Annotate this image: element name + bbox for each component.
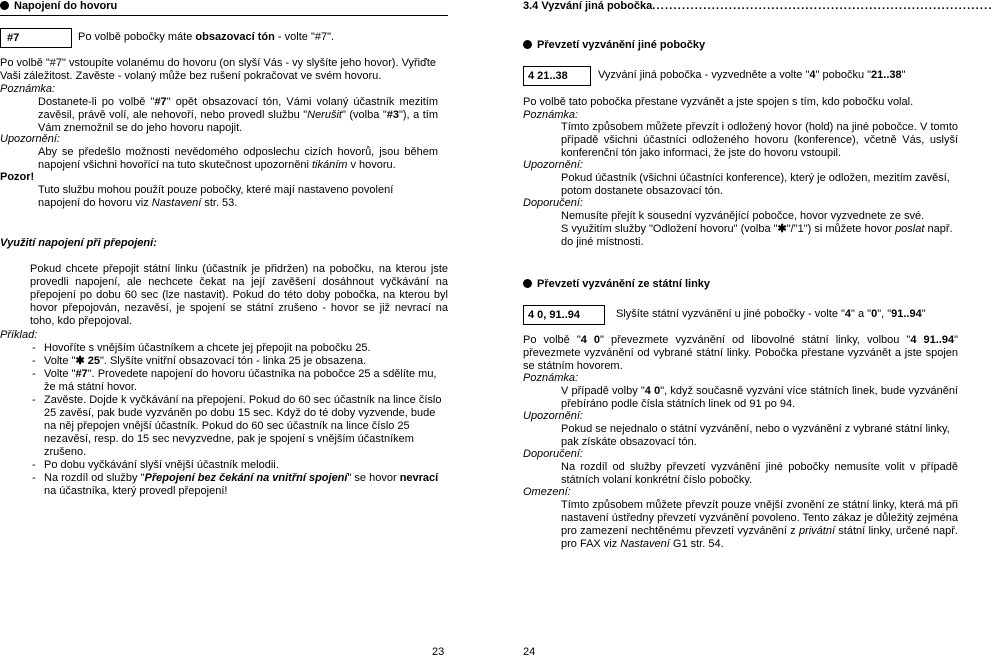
note-text: Tímto způsobem můžete převzít i odložený hovor (hold) na jiné pobočce. V tomto případě všichni účastníci odloženého hovoru (konference), včetně Vás, uslyší konferenční tón jako informaci, že jste do hovoru vstoupil. [561,121,958,159]
example-list [30,342,448,498]
recommendation-label: Doporučení: [523,448,583,460]
code-value: #7 [7,32,20,44]
caution-label: Pozor! [0,171,35,183]
header-rule [0,15,448,16]
recommendation-text: Na rozdíl od služby převzetí vyzvánění jiné pobočky nemusíte volit v případě státních volaní konkrétní číslo pobočky. [561,461,958,486]
pickup-paragraph: Po volbě tato pobočka přestane vyzvánět a jste spojen s tím, kdo pobočku volal. [523,96,914,108]
page-number-left: 23 [432,646,445,658]
transfer-paragraph: Pokud chcete přepojit státní linku (účastník je přidržen) na pobočku, na kterou jste provedli napojení, ale nechcete čekat na její zavěšení dosáhnout vyčkávání na přepojení po dobu 60 sec (lze nastavit). Pokud do této doby pobočka, na kterou byl hovor přepojován, nezavěsí, je spojení se státní zrušeno - hovor se již nevrací na toho, kdo přepojoval. [30,263,448,327]
subsection-title: Využití napojení při přepojení: [0,237,157,249]
note-text: Dostanete-li po volbě "#7" opět obsazovací tón, Vámi volaný účastník mezitím zavěsil, právě volí, ale nehovoří, nebo provedl službu "Nerušit" (volba "#3"), a tím Vám znemožnil se do jeho hovoru napojit. [38,96,438,134]
code-value: 4 0, 91..94 [528,309,580,321]
list-item: - Na rozdíl od služby "Přepojení bez čekání na vnitřní spojení" se hovor nevrací na účastníka, který provedl přepojení! [30,472,448,498]
recommendation-text-2: S využitím služby "Odložení hovoru" (volba "✱"/"1") si můžete hovor poslat např. do jiné místnosti. [561,223,953,248]
note-label: Poznámka: [523,109,579,121]
warning-text: Pokud se nejednalo o státní vyzvánění, nebo o vyzvánění z vybrané státní linky, pak získáte obsazovací tón. [561,423,950,448]
warning-label: Upozornění: [523,410,583,422]
page-number-right: 24 [523,646,536,658]
code-desc: Slyšíte státní vyzvánění u jiné pobočky - volte "4" a "0", "91..94" [616,308,926,320]
bullet-icon [523,40,532,49]
limitation-text: Tímto způsobem můžete převzít pouze vnější zvonění ze státní linky, která má při nastavení ústředny převzetí vyzvánění povoleno. Tento zákaz je důležitý zejména pro zamezení nechtěnému převzetí vyzvánění z privátní státní linky, určené např. pro FAX viz Nastavení G1 str. 54. [561,499,958,550]
note-label: Poznámka: [0,83,56,95]
caution-text: Tuto službu mohou použít pouze pobočky, které mají nastaveno povolení napojení do hovoru viz Nastavení str. 53. [38,184,394,209]
list-item: - Po dobu vyčkávání slyší vnější účastník melodii. [30,459,448,472]
code-value: 4 21..38 [528,70,568,82]
code-desc: Vyzvání jiná pobočka - vyzvedněte a volte "4" pobočku "21..38" [598,69,906,81]
recommendation-label: Doporučení: [523,197,583,209]
code-box [0,28,72,48]
note-text: V případě volby "4 0", když současně vyzvání více státních linek, bude vyzvánění přebíráno podle čísla státních linek od 91 po 94. [561,385,958,410]
code-desc: Po volbě pobočky máte obsazovací tón - volte "#7". [78,31,335,43]
note-label: Poznámka: [523,372,579,384]
bullet-icon [523,279,532,288]
warning-label: Upozornění: [0,133,60,145]
limitation-label: Omezení: [523,486,571,498]
section-title-pickup-line: Převzetí vyzvánění ze státní linky [523,278,710,291]
code-box [523,305,605,325]
left-section-header: Napojení do hovoru [0,0,440,13]
warning-text: Pokud účastník (všichni účastníci konference), který je odložen, mezitím zavěsí, potom dostanete obsazovací tón. [561,172,950,197]
intro-paragraph: Po volbě "#7" vstoupíte volanému do hovoru (on slyší Vás - vy slyšíte jeho hovor). Vyřiďte Vaši záležitost. Zavěste - volaný může bez rušení pokračovat ve svém hovoru. [0,57,437,82]
warning-text: Aby se předešlo možnosti nevědomého odposlechu cizích hovorů, jsou během napojení všichni hovořící na tuto skutečnost upozorněni tikáním v hovoru. [38,146,438,171]
recommendation-text-1: Nemusíte přejít k sousední vyzvánějící pobočce, hovor vyzvednete ze své. [561,210,925,222]
warning-label: Upozornění: [523,159,583,171]
right-section-header: 3.4 Vyzvání jiná pobočka................................................................................ [523,0,993,12]
code-box [523,66,591,86]
list-item: - Volte "✱ 25". Slyšíte vnitřní obsazovací tón - linka 25 je obsazena. [30,355,448,368]
example-label: Příklad: [0,329,38,341]
line-pickup-paragraph: Po volbě "4 0" převezmete vyzvánění od libovolné státní linky, volbou "4 91..94" převezmete vyzvánění od vybrané státní linky. Pobočka přestane vyzvánět a jste spojen se státním hovorem. [523,334,958,372]
bullet-icon [0,1,9,10]
section-title-pickup-extension: Převzetí vyzvánění jiné pobočky [523,39,705,52]
list-item: - Zavěste. Dojde k vyčkávání na přepojení. Pokud do 60 sec účastník na lince číslo 25 zavěsí, pak bude vyzváněn po dobu 15 sec. Když do té doby vyzvende, bude na něj přepojen vnější účastník. Pokud do 60 sec účastník na lince číslo 25 nezavěsí, resp. do 15 sec nevyzvedne, pak je spojení s vnějším účastníkem zrušeno. [30,394,448,459]
list-item: - Hovoříte s vnějším účastníkem a chcete jej přepojit na pobočku 25. [30,342,448,355]
list-item: - Volte "#7". Provedete napojení do hovoru účastníka na pobočce 25 a sdělíte mu, že má státní hovor. [30,368,448,394]
